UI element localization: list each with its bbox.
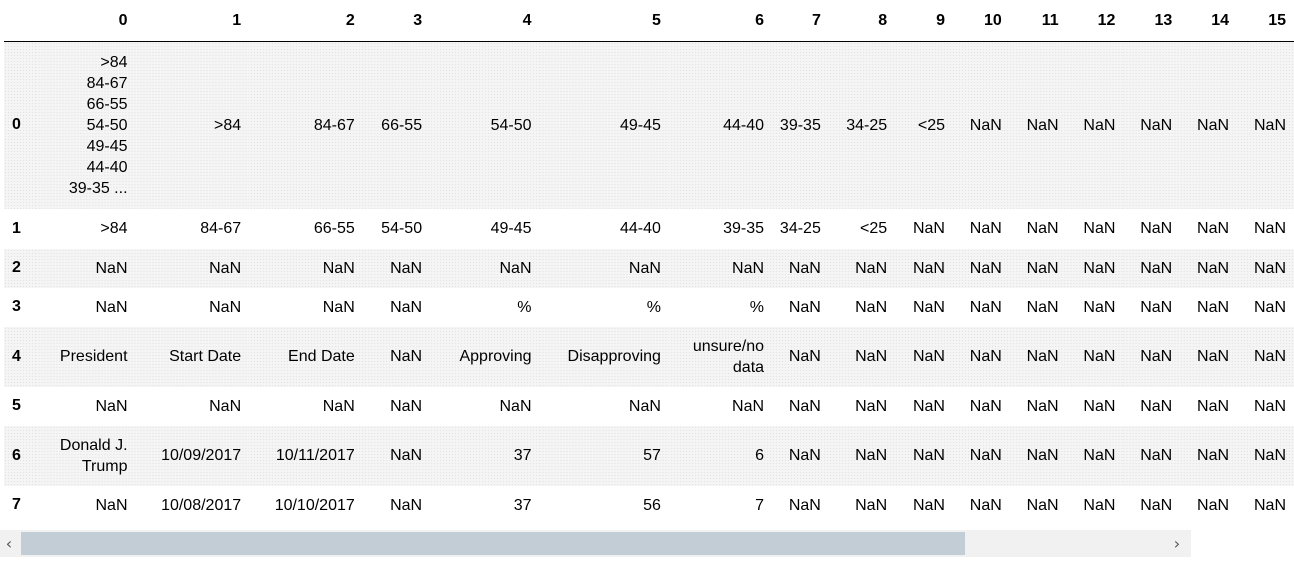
table-row xyxy=(4,426,1294,486)
table-cell: >84 xyxy=(100,220,128,237)
table-cell: NaN xyxy=(788,259,821,277)
table-cell: NaN xyxy=(855,496,888,514)
table-cell: 44-40 xyxy=(723,116,765,134)
table-row xyxy=(4,327,1294,387)
table-cell: NaN xyxy=(1253,447,1286,464)
table-cell: NaN xyxy=(1083,116,1116,134)
table-body xyxy=(4,42,1294,525)
table-cell: NaN xyxy=(732,397,765,415)
table-cell: <25 xyxy=(859,220,888,237)
table-cell: NaN xyxy=(1197,298,1230,316)
row-index: 0 xyxy=(12,116,21,134)
scroll-left-button[interactable] xyxy=(0,532,18,555)
table-cell: NaN xyxy=(499,259,532,277)
table-cell: NaN xyxy=(969,447,1002,464)
table-cell: NaN xyxy=(855,259,888,277)
table-cell: NaN xyxy=(1083,348,1116,365)
table-cell: NaN xyxy=(912,348,945,365)
table-cell: NaN xyxy=(1140,220,1173,237)
table-cell: NaN xyxy=(628,397,661,415)
column-header: 11 xyxy=(1010,0,1067,42)
table-cell: NaN xyxy=(1253,496,1286,514)
table-cell: NaN xyxy=(788,348,821,365)
table-cell: NaN xyxy=(1253,348,1286,365)
table-cell: 34-25 xyxy=(779,220,821,237)
table-cell: NaN xyxy=(390,348,423,365)
table-cell: President xyxy=(59,348,128,365)
table-cell: NaN xyxy=(912,259,945,277)
table-cell: NaN xyxy=(912,447,945,464)
table-cell: NaN xyxy=(1083,397,1116,415)
table-cell: NaN xyxy=(1026,447,1059,464)
table-cell: NaN xyxy=(209,259,242,277)
table-cell: NaN xyxy=(1140,259,1173,277)
row-index: 4 xyxy=(12,347,21,365)
table-cell: NaN xyxy=(1140,496,1173,514)
table-cell: NaN xyxy=(1026,116,1059,134)
table-cell: NaN xyxy=(732,259,765,277)
table-cell: NaN xyxy=(209,397,242,415)
row-index: 7 xyxy=(12,496,21,513)
table-cell: 44-40 xyxy=(620,220,661,237)
table-cell: NaN xyxy=(969,298,1002,316)
chevron-left-icon: ‹ xyxy=(5,534,13,553)
column-header: 2 xyxy=(249,0,363,42)
column-header: 10 xyxy=(953,0,1010,42)
table-cell: >84 xyxy=(214,116,242,134)
table-cell: NaN xyxy=(912,496,945,514)
table-cell: 10/10/2017 xyxy=(274,496,355,514)
table-cell: NaN xyxy=(912,397,945,415)
table-cell: Approving xyxy=(459,348,532,365)
table-cell: 56 xyxy=(643,496,661,514)
table-cell: 34-25 xyxy=(846,116,888,134)
table-cell: NaN xyxy=(855,447,888,464)
table-cell: NaN xyxy=(1197,220,1230,237)
table-cell: NaN xyxy=(1026,298,1059,316)
column-header: 4 xyxy=(430,0,539,42)
table-cell: NaN xyxy=(969,116,1002,134)
table-cell: NaN xyxy=(969,496,1002,514)
table-cell: NaN xyxy=(788,496,821,514)
table-cell: NaN xyxy=(1083,220,1116,237)
table-cell: 49-45 xyxy=(620,116,661,134)
table-row xyxy=(4,486,1294,525)
table-row xyxy=(4,249,1294,288)
table-cell: 84-67 xyxy=(200,220,242,237)
table-cell: Disapproving xyxy=(567,348,661,365)
table-cell: 37 xyxy=(513,447,532,464)
table-cell: NaN xyxy=(390,447,423,464)
table-cell: 84-67 xyxy=(313,116,355,134)
table-cell: NaN xyxy=(1253,220,1286,237)
table-cell: NaN xyxy=(628,259,661,277)
index-header xyxy=(4,0,36,42)
table-cell: NaN xyxy=(1197,259,1230,277)
table-cell: Start Date xyxy=(169,348,242,365)
table-cell: NaN xyxy=(1197,397,1230,415)
table-cell: 57 xyxy=(643,447,661,464)
table-cell: NaN xyxy=(912,298,945,316)
table-row xyxy=(4,209,1294,249)
scroll-right-button[interactable] xyxy=(1168,532,1186,555)
table-cell: >84 84-67 66-55 54-50 49-45 44-40 39-35 ... xyxy=(68,53,128,197)
table-cell: NaN xyxy=(1140,447,1173,464)
row-index: 6 xyxy=(12,446,21,464)
column-header: 3 xyxy=(363,0,430,42)
table-cell: % xyxy=(646,298,661,316)
table-cell: NaN xyxy=(390,496,423,514)
table-cell: 37 xyxy=(513,496,532,514)
table-cell: NaN xyxy=(969,259,1002,277)
table-cell: NaN xyxy=(969,220,1002,237)
row-index: 2 xyxy=(12,259,21,276)
header-row xyxy=(4,0,1294,42)
table-cell: NaN xyxy=(1083,259,1116,277)
table-cell: NaN xyxy=(95,259,128,277)
table-cell: NaN xyxy=(499,397,532,415)
table-cell: NaN xyxy=(322,397,355,415)
table-cell: NaN xyxy=(788,397,821,415)
scrollbar-thumb[interactable] xyxy=(21,532,965,555)
column-header: 15 xyxy=(1237,0,1294,42)
table-cell: NaN xyxy=(1083,447,1116,464)
horizontal-scrollbar[interactable] xyxy=(0,530,1191,557)
row-index: 3 xyxy=(12,298,21,315)
table-cell: NaN xyxy=(95,496,128,514)
table-cell: NaN xyxy=(390,259,423,277)
table-cell: % xyxy=(749,298,765,316)
table-cell: NaN xyxy=(1083,298,1116,316)
column-header: 14 xyxy=(1180,0,1237,42)
table-cell: NaN xyxy=(855,397,888,415)
table-cell: NaN xyxy=(788,447,821,464)
table-cell: 66-55 xyxy=(381,116,423,134)
table-cell: NaN xyxy=(1026,259,1059,277)
table-cell: 10/08/2017 xyxy=(161,496,242,514)
column-header: 1 xyxy=(136,0,250,42)
table-header xyxy=(4,0,1294,42)
table-cell: NaN xyxy=(1253,116,1286,134)
table-cell: 6 xyxy=(755,447,765,464)
column-header: 0 xyxy=(36,0,136,42)
column-header: 12 xyxy=(1067,0,1124,42)
table-cell: NaN xyxy=(1026,348,1059,365)
table-cell: NaN xyxy=(390,397,423,415)
table-cell: 10/11/2017 xyxy=(275,447,355,464)
table-cell: NaN xyxy=(1140,298,1173,316)
dataframe-viewport[interactable] xyxy=(4,0,1286,530)
table-cell: 7 xyxy=(755,496,765,514)
table-cell: NaN xyxy=(1026,220,1059,237)
table-row xyxy=(4,42,1294,209)
table-cell: NaN xyxy=(322,259,355,277)
table-cell: 39-35 xyxy=(779,116,821,134)
table-cell: NaN xyxy=(1197,447,1230,464)
table-cell: NaN xyxy=(1140,348,1173,365)
table-cell: NaN xyxy=(1083,496,1116,514)
table-cell: NaN xyxy=(1197,116,1230,134)
table-cell: NaN xyxy=(1026,496,1059,514)
row-index: 1 xyxy=(12,219,21,237)
column-header: 5 xyxy=(540,0,669,42)
table-cell: NaN xyxy=(1197,348,1230,365)
table-cell: NaN xyxy=(95,298,128,316)
table-cell: NaN xyxy=(95,397,128,415)
table-cell: NaN xyxy=(855,298,888,316)
table-cell: <25 xyxy=(917,116,945,134)
table-cell: NaN xyxy=(1140,397,1173,415)
table-row xyxy=(4,288,1294,327)
table-cell: NaN xyxy=(390,298,423,316)
table-cell: NaN xyxy=(1253,397,1286,415)
dataframe-table xyxy=(4,0,1294,525)
column-header: 7 xyxy=(772,0,829,42)
table-cell: NaN xyxy=(855,348,888,365)
table-cell: 66-55 xyxy=(313,220,355,237)
table-cell: 54-50 xyxy=(490,116,532,134)
column-header: 9 xyxy=(895,0,953,42)
column-header: 6 xyxy=(669,0,772,42)
table-cell: NaN xyxy=(322,298,355,316)
table-cell: NaN xyxy=(788,298,821,316)
table-cell: 49-45 xyxy=(490,220,532,237)
table-cell: NaN xyxy=(1253,298,1286,316)
table-cell: 39-35 xyxy=(723,220,765,237)
table-cell: End Date xyxy=(288,348,355,365)
table-cell: Donald J. Trump xyxy=(59,436,128,475)
column-header: 13 xyxy=(1123,0,1180,42)
table-row xyxy=(4,387,1294,426)
table-cell: NaN xyxy=(1197,496,1230,514)
table-cell: NaN xyxy=(1026,397,1059,415)
table-cell: NaN xyxy=(1140,116,1173,134)
table-cell: unsure/no data xyxy=(692,337,765,376)
table-cell: 10/09/2017 xyxy=(161,447,242,464)
table-cell: NaN xyxy=(969,397,1002,415)
row-index: 5 xyxy=(12,397,21,414)
table-cell: NaN xyxy=(1253,259,1286,277)
table-cell: 54-50 xyxy=(381,220,423,237)
table-cell: NaN xyxy=(969,348,1002,365)
column-header: 8 xyxy=(829,0,895,42)
chevron-right-icon: › xyxy=(1173,534,1181,553)
table-cell: % xyxy=(517,298,532,316)
table-cell: NaN xyxy=(912,220,945,237)
table-cell: NaN xyxy=(209,298,242,316)
